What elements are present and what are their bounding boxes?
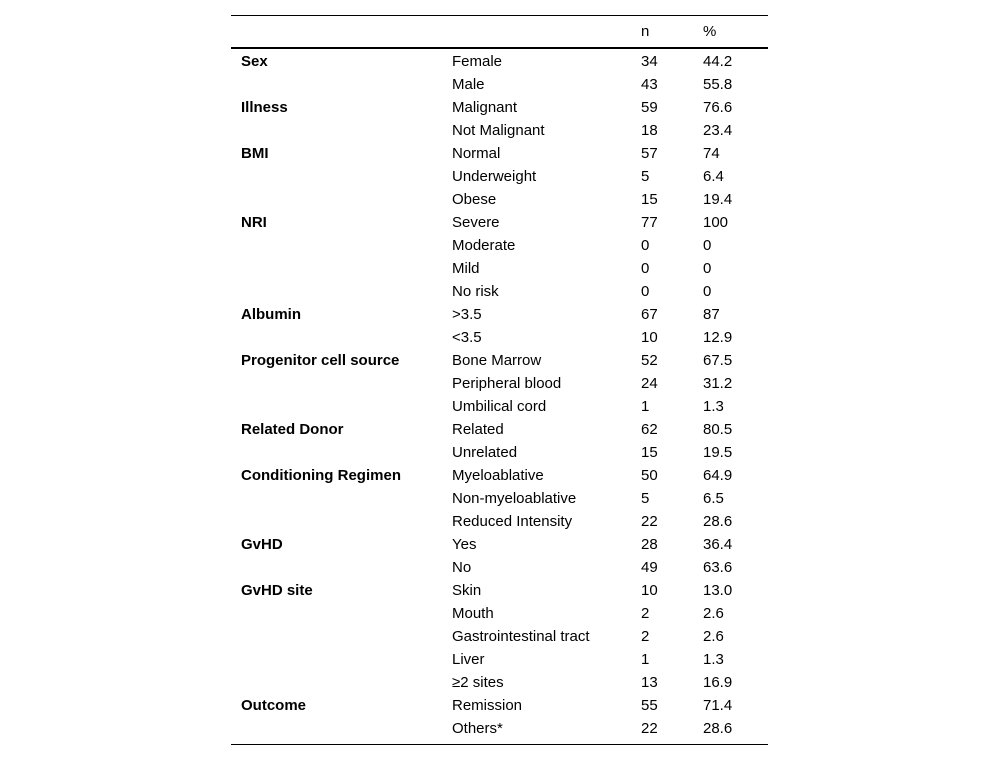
- row-n: 43: [641, 76, 658, 93]
- row-n: 15: [641, 444, 658, 461]
- row-category: NRI: [241, 214, 267, 231]
- row-label: Others*: [452, 720, 503, 737]
- row-category: Related Donor: [241, 421, 344, 438]
- row-percent: 74: [703, 145, 720, 162]
- row-percent: 28.6: [703, 513, 733, 530]
- table-row: [231, 372, 768, 395]
- row-label: Moderate: [452, 237, 516, 254]
- row-n: 13: [641, 674, 658, 691]
- row-category: [231, 441, 442, 464]
- row-n: 0: [641, 237, 650, 254]
- row-percent: 0: [703, 260, 712, 277]
- row-label: No: [452, 559, 472, 576]
- row-category: [231, 717, 442, 745]
- data-table-container: [231, 15, 768, 745]
- row-category: BMI: [241, 145, 269, 162]
- row-percent: 19.4: [703, 191, 733, 208]
- row-percent: 19.5: [703, 444, 733, 461]
- row-label: Skin: [452, 582, 482, 599]
- row-n: 1: [641, 651, 650, 668]
- row-percent: 64.9: [703, 467, 733, 484]
- row-label: Myeloablative: [452, 467, 544, 484]
- row-label: Not Malignant: [452, 122, 545, 139]
- row-n: 15: [641, 191, 658, 208]
- row-percent: 31.2: [703, 375, 733, 392]
- table-row: [231, 234, 768, 257]
- header-percent: %: [703, 23, 717, 40]
- row-category: [231, 326, 442, 349]
- table-header: [231, 16, 768, 49]
- row-label: Underweight: [452, 168, 537, 185]
- row-category: Illness: [241, 99, 288, 116]
- row-percent: 1.3: [703, 651, 724, 668]
- row-category: Outcome: [241, 697, 307, 714]
- table-body: [231, 48, 768, 745]
- row-category: [231, 165, 442, 188]
- row-label: Obese: [452, 191, 497, 208]
- table-row: [231, 73, 768, 96]
- table-row: [231, 556, 768, 579]
- row-n: 0: [641, 283, 650, 300]
- row-category: [231, 602, 442, 625]
- row-label: No risk: [452, 283, 499, 300]
- table-row: [231, 510, 768, 533]
- row-category: [231, 671, 442, 694]
- row-n: 0: [641, 260, 650, 277]
- row-n: 59: [641, 99, 658, 116]
- row-percent: 28.6: [703, 720, 733, 737]
- row-category: [231, 556, 442, 579]
- row-n: 62: [641, 421, 658, 438]
- row-percent: 36.4: [703, 536, 733, 553]
- table-row: [231, 48, 768, 73]
- row-percent: 0: [703, 237, 712, 254]
- row-category: [231, 648, 442, 671]
- row-label: Non-myeloablative: [452, 490, 577, 507]
- row-category: [231, 372, 442, 395]
- row-label: Severe: [452, 214, 500, 231]
- row-percent: 87: [703, 306, 720, 323]
- table-row: [231, 280, 768, 303]
- row-label: Liver: [452, 651, 485, 668]
- row-n: 10: [641, 582, 658, 599]
- row-percent: 6.5: [703, 490, 724, 507]
- table-row: [231, 648, 768, 671]
- row-n: 52: [641, 352, 658, 369]
- row-label: >3.5: [452, 306, 482, 323]
- table-row: [231, 303, 768, 326]
- table-row: [231, 96, 768, 119]
- row-category: [231, 257, 442, 280]
- row-category: [231, 188, 442, 211]
- row-label: Unrelated: [452, 444, 518, 461]
- table-row: [231, 717, 768, 745]
- row-percent: 13.0: [703, 582, 733, 599]
- table-row: [231, 188, 768, 211]
- table-row: [231, 579, 768, 602]
- row-n: 22: [641, 720, 658, 737]
- row-n: 2: [641, 628, 650, 645]
- table-row: [231, 418, 768, 441]
- row-n: 24: [641, 375, 658, 392]
- row-category: [231, 625, 442, 648]
- row-n: 1: [641, 398, 650, 415]
- row-n: 34: [641, 53, 658, 70]
- table-row: [231, 326, 768, 349]
- row-n: 55: [641, 697, 658, 714]
- row-n: 67: [641, 306, 658, 323]
- row-category: [231, 280, 442, 303]
- row-n: 28: [641, 536, 658, 553]
- table-row: [231, 395, 768, 418]
- row-percent: 44.2: [703, 53, 733, 70]
- row-percent: 76.6: [703, 99, 733, 116]
- row-category: Albumin: [241, 306, 301, 323]
- row-category: GvHD: [241, 536, 283, 553]
- row-label: Reduced Intensity: [452, 513, 573, 530]
- row-category: [231, 487, 442, 510]
- row-label: Mild: [452, 260, 480, 277]
- row-percent: 6.4: [703, 168, 724, 185]
- row-percent: 12.9: [703, 329, 733, 346]
- row-n: 77: [641, 214, 658, 231]
- row-category: Progenitor cell source: [241, 352, 400, 369]
- table-row: [231, 464, 768, 487]
- table-row: [231, 165, 768, 188]
- row-percent: 67.5: [703, 352, 733, 369]
- row-label: Normal: [452, 145, 501, 162]
- row-label: Remission: [452, 697, 523, 714]
- row-n: 2: [641, 605, 650, 622]
- table-row: [231, 602, 768, 625]
- row-label: Gastrointestinal tract: [452, 628, 590, 645]
- table-row: [231, 349, 768, 372]
- table-row: [231, 694, 768, 717]
- row-percent: 0: [703, 283, 712, 300]
- row-n: 22: [641, 513, 658, 530]
- row-label: Male: [452, 76, 485, 93]
- row-n: 18: [641, 122, 658, 139]
- header-category: [231, 16, 442, 49]
- table-row: [231, 487, 768, 510]
- row-percent: 1.3: [703, 398, 724, 415]
- row-category: GvHD site: [241, 582, 313, 599]
- row-percent: 55.8: [703, 76, 733, 93]
- row-percent: 100: [703, 214, 729, 231]
- header-row: [231, 16, 768, 49]
- table-row: [231, 441, 768, 464]
- row-n: 5: [641, 168, 650, 185]
- table-row: [231, 671, 768, 694]
- row-n: 10: [641, 329, 658, 346]
- row-label: ≥2 sites: [452, 674, 504, 691]
- row-label: <3.5: [452, 329, 482, 346]
- table-row: [231, 211, 768, 234]
- row-n: 5: [641, 490, 650, 507]
- row-percent: 63.6: [703, 559, 733, 576]
- row-label: Umbilical cord: [452, 398, 547, 415]
- table-row: [231, 257, 768, 280]
- row-label: Bone Marrow: [452, 352, 542, 369]
- row-n: 49: [641, 559, 658, 576]
- table-row: [231, 533, 768, 556]
- row-category: Sex: [241, 53, 268, 70]
- row-n: 57: [641, 145, 658, 162]
- header-n: n: [641, 23, 650, 40]
- row-label: Peripheral blood: [452, 375, 562, 392]
- row-category: [231, 119, 442, 142]
- row-percent: 80.5: [703, 421, 733, 438]
- row-category: [231, 73, 442, 96]
- row-percent: 2.6: [703, 628, 724, 645]
- row-label: Malignant: [452, 99, 518, 116]
- row-percent: 2.6: [703, 605, 724, 622]
- row-label: Female: [452, 53, 503, 70]
- row-percent: 23.4: [703, 122, 733, 139]
- row-category: Conditioning Regimen: [241, 467, 401, 484]
- data-table: [231, 15, 768, 745]
- row-category: [231, 510, 442, 533]
- row-label: Mouth: [452, 605, 494, 622]
- row-percent: 16.9: [703, 674, 733, 691]
- row-category: [231, 234, 442, 257]
- row-label: Related: [452, 421, 504, 438]
- row-category: [231, 395, 442, 418]
- row-percent: 71.4: [703, 697, 733, 714]
- table-row: [231, 625, 768, 648]
- table-row: [231, 142, 768, 165]
- row-label: Yes: [452, 536, 477, 553]
- row-n: 50: [641, 467, 658, 484]
- table-row: [231, 119, 768, 142]
- header-label: [442, 16, 631, 49]
